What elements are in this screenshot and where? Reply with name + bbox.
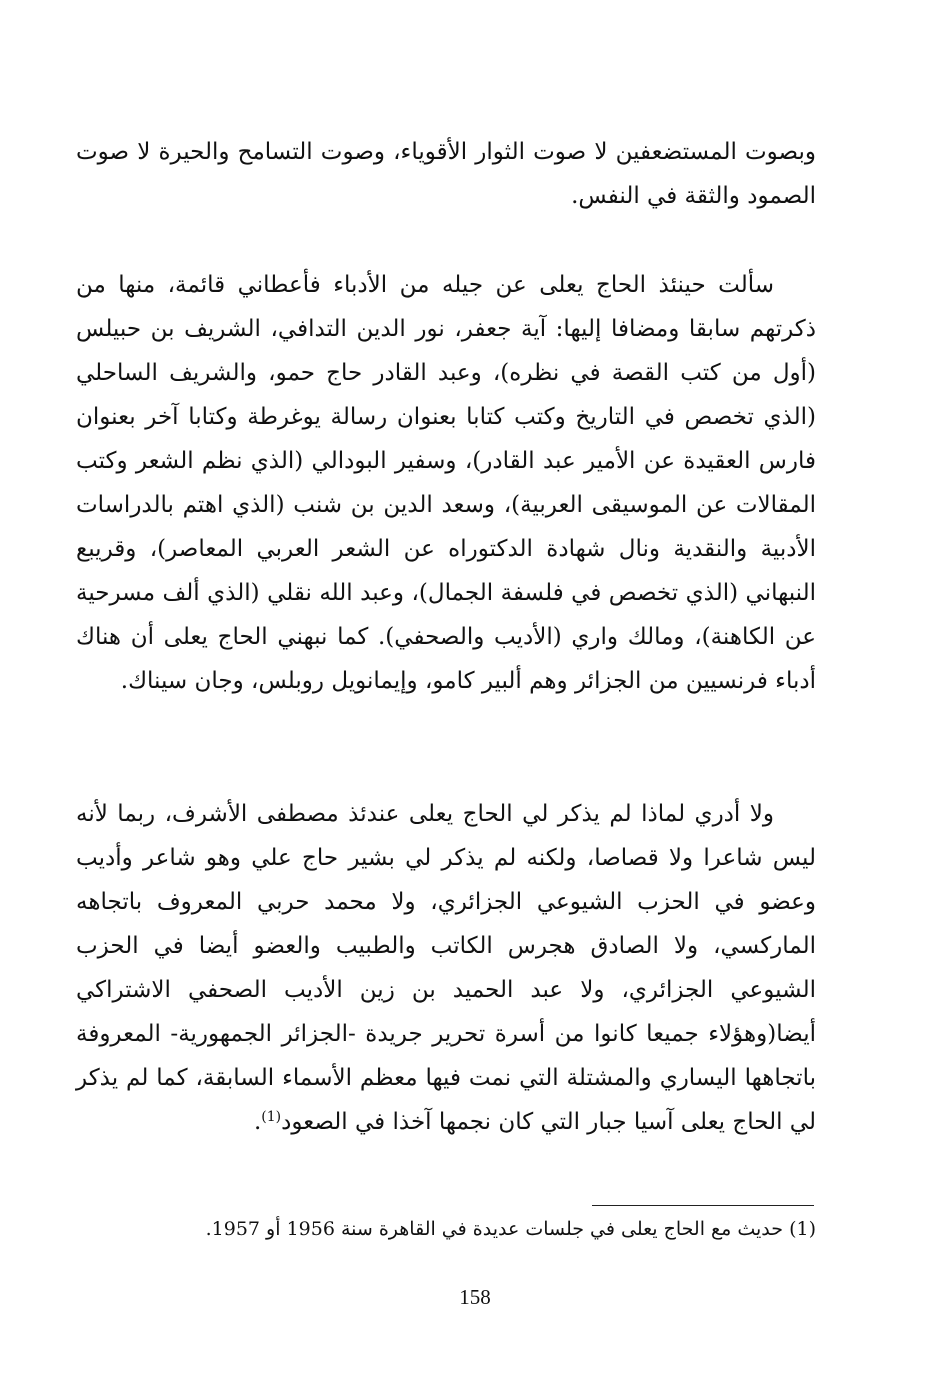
- footnote-reference[interactable]: (1): [261, 1109, 282, 1125]
- paragraph-1: [76, 130, 816, 218]
- paragraph-3-text: [76, 792, 816, 1144]
- footnote: (1) حديث مع الحاج يعلى في جلسات عديدة في القاهرة سنة 1956 أو 1957.: [205, 1218, 816, 1240]
- paragraph-3: [76, 792, 816, 1144]
- paragraph-3-end: .: [253, 1109, 262, 1135]
- paragraph-1-text: وبصوت المستضعفين لا صوت الثوار الأقوياء، وصوت التسامح والحيرة لا صوت الصمود والثقة في النفس.: [76, 139, 816, 209]
- footnote-divider: [592, 1205, 814, 1206]
- paragraph-3-body: ولا أدري لماذا لم يذكر لي الحاج يعلى عندئذ مصطفى الأشرف، ربما لأنه ليس شاعرا ولا قصاصا، ولكنه لم يذكر لي بشير حاج علي وهو شاعر وأديب وعضو في الحزب الشيوعي الجزائري، ولا محمد حربي المعروف باتجاهه الماركسي، ولا الصادق هجرس الكاتب والطبيب والعضو أيضا في الحزب الشيوعي الجزائري، ولا عبد الحميد بن زين الأديب الصحفي الاشتراكي أيضا(وهؤلاء جميعا كانوا من أسرة تحرير جريدة -الجزائر الجمهورية- المعروفة باتجاهها اليساري والمشتلة التي نمت فيها معظم الأسماء السابقة، كما لم يذكر لي الحاج يعلى آسيا جبار التي كان نجمها آخذا في الصعود: [76, 801, 816, 1135]
- paragraph-2: [76, 263, 816, 703]
- page-number: 158: [459, 1285, 491, 1309]
- paragraph-2-text: سألت حينئذ الحاج يعلى عن جيله من الأدباء فأعطاني قائمة، منها من ذكرتهم سابقا ومضافا إليها: آية جعفر، نور الدين التدافي، الشريف بن حبيلس (أول من كتب القصة في نظره)، وعبد القادر حاج حمو، والشريف الساحلي (الذي تخصص في التاريخ وكتب كتابا بعنوان رسالة يوغرطة وكتابا آخر بعنوان فارس العقيدة عن الأمير عبد القادر)، وسفير البودالي (الذي نظم الشعر وكتب المقالات عن الموسيقى العربية)، وسعد الدين بن شنب (الذي اهتم بالدراسات الأدبية والنقدية ونال شهادة الدكتوراه عن الشعر العربي المعاصر)، وقريبع النبهاني (الذي تخصص في فلسفة الجمال)، وعبد الله نقلي (الذي ألف مسرحية عن الكاهنة)، ومالك واري (الأديب والصحفي). كما نبهني الحاج يعلى أن هناك أدباء فرنسيين من الجزائر وهم ألبير كامو، وإيمانويل روبلس، وجان سيناك.: [76, 272, 816, 694]
